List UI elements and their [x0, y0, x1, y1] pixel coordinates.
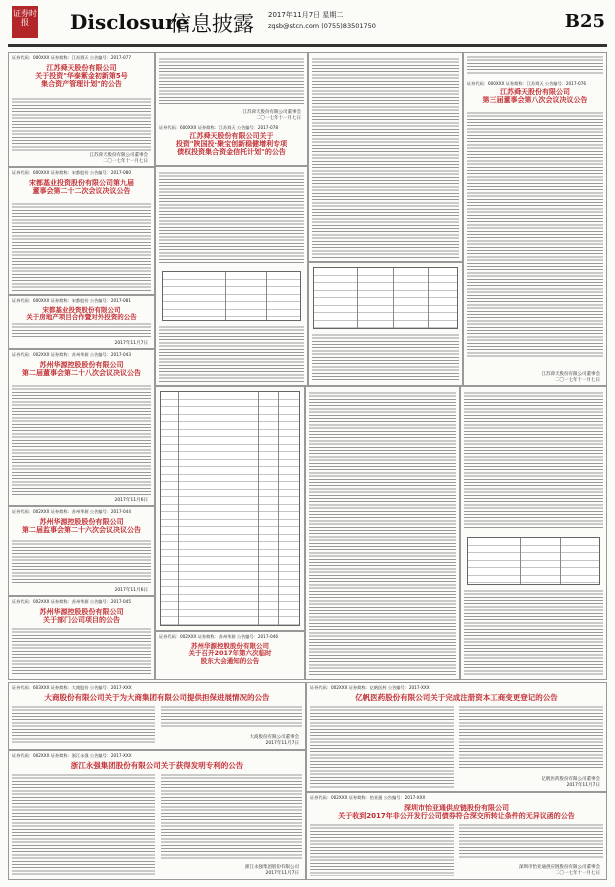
announcement-body-block — [155, 166, 308, 386]
announcement-signature: 2017年11月6日 — [114, 498, 148, 503]
announcement-meta: 证券代码：002XXX 证券简称：苏州华源 公告编号：2017-046 — [159, 634, 278, 639]
body-text — [159, 325, 304, 382]
announcement-signature: 江苏舜天股份有限公司董事会 二〇一七年十一月七日 — [242, 110, 301, 121]
announcement-signature: 亿帆医药股份有限公司董事会 2017年11月7日 — [541, 777, 600, 788]
body-text — [459, 823, 603, 859]
announcement-signature: 2017年11月7日 — [114, 341, 148, 346]
contact-info: zqsb@stcn.com (0755)83501750 — [268, 22, 376, 30]
announcement-signature: 深圳市怡亚通供应链股份有限公司董事会 二〇一七年十一月七日 — [519, 865, 600, 876]
announcement-signature: 浙江永强集团股份有限公司 2017年11月7日 — [245, 865, 299, 876]
announcement-signature: 大商股份有限公司董事会 2017年11月7日 — [249, 735, 299, 746]
body-text — [310, 705, 454, 788]
body-text — [12, 202, 151, 291]
announcement-panel — [306, 682, 607, 792]
body-text — [12, 773, 155, 876]
announcement-meta: 证券代码：002XXX 证券简称：苏州华源 公告编号：2017-045 — [12, 599, 131, 604]
body-text — [12, 97, 151, 152]
announcement-title: 浙江永强集团股份有限公司关于获得发明专利的公告 — [70, 761, 244, 770]
section-title-cn: 信息披露 — [170, 12, 254, 36]
page-header — [0, 0, 615, 44]
body-text — [467, 55, 603, 75]
body-text — [312, 333, 459, 382]
page-number: B25 — [564, 11, 605, 32]
announcement-body-block — [308, 52, 463, 262]
data-table — [160, 391, 300, 626]
announcement-meta: 证券代码：002XXX 证券简称：亿帆医药 公告编号：2017-XXX — [310, 685, 430, 690]
body-text — [12, 627, 151, 676]
announcement-title: 苏州华源控股股份有限公司 关于部门公司项目的公告 — [39, 608, 124, 625]
announcement-body-block — [308, 262, 463, 386]
announcement-title: 亿帆医药股份有限公司关于完成注册资本工商变更登记的公告 — [355, 693, 558, 702]
announcement-meta: 证券代码：600XXX 证券简称：江苏舜天 公告编号：2017-076 — [467, 81, 586, 86]
announcement-title: 江苏舜天股份有限公司 第三届董事会第八次会议决议公告 — [482, 88, 588, 105]
announcement-meta: 证券代码：002XXX 证券简称：苏州华源 公告编号：2017-043 — [12, 352, 131, 357]
body-text — [312, 57, 459, 258]
announcement-meta: 证券代码：002XXX 证券简称：浙江永强 公告编号：2017-XXX — [12, 753, 132, 758]
announcement-body-block — [305, 386, 460, 680]
body-text — [12, 384, 151, 495]
announcement-meta: 证券代码：002XXX 证券简称：怡亚通 公告编号：2017-XXX — [310, 795, 426, 800]
header-rule — [8, 44, 607, 47]
announcement-title: 宋都基业投资股份有限公司第九届 董事会第二十二次会议决议公告 — [29, 179, 134, 196]
data-table — [162, 271, 301, 321]
body-text — [309, 391, 456, 676]
body-text — [467, 111, 603, 359]
data-table — [467, 537, 600, 585]
body-text — [12, 322, 151, 338]
announcement-panel — [8, 506, 155, 596]
announcement-body-block — [460, 386, 607, 680]
announcement-panel — [155, 631, 305, 680]
body-text — [161, 705, 302, 729]
issue-date: 2017年11月7日 星期二 — [268, 11, 344, 19]
announcement-title: 宋都基业投资股份有限公司 关于房地产项目合作暨对外投资的公告 — [26, 306, 137, 322]
announcement-title: 苏州华源控股股份有限公司 第二届监事会第二十六次会议决议公告 — [22, 518, 141, 535]
body-text — [464, 589, 603, 676]
announcement-panel — [8, 682, 306, 750]
newspaper-logo: 证券时报 — [12, 6, 38, 38]
announcement-title: 大商股份有限公司关于为大商集团有限公司提供担保进展情况的公告 — [44, 693, 270, 702]
announcement-meta: 证券代码：600XXX 证券简称：江苏舜天 公告编号：2017-078 — [159, 125, 278, 130]
section-title-en: Disclosure — [70, 10, 189, 34]
announcement-meta: 证券代码：603XXX 证券简称：大商股份 公告编号：2017-XXX — [12, 685, 132, 690]
body-text — [464, 391, 603, 529]
body-text — [459, 705, 603, 769]
body-text — [161, 773, 302, 859]
announcement-panel — [463, 52, 607, 386]
announcement-panel — [8, 596, 155, 680]
body-text — [159, 57, 304, 105]
announcement-signature: 江苏舜天股份有限公司董事会 二〇一七年十一月七日 — [541, 372, 600, 383]
announcement-meta: 证券代码：600XXX 证券简称：宋都股份 公告编号：2017-080 — [12, 170, 131, 175]
announcement-title: 江苏舜天股份有限公司 关于投资"华泰紫金初新第5号 集合资产管理计划"的公告 — [35, 64, 128, 89]
body-text — [12, 705, 155, 745]
announcement-panel — [8, 295, 155, 349]
announcement-title: 苏州华源控股股份有限公司 关于召开2017年第六次临时 股东大会通知的公告 — [188, 642, 272, 665]
announcement-panel — [8, 750, 306, 880]
announcement-meta: 证券代码：600XXX 证券简称：宋都股份 公告编号：2017-081 — [12, 298, 131, 303]
announcement-title: 深圳市怡亚通供应链股份有限公司 关于收到2017年非公开发行公司债券符合深交所转让条件的无异议函的公告 — [338, 804, 575, 821]
announcement-panel — [306, 792, 607, 880]
body-text — [159, 171, 304, 265]
announcement-title: 江苏舜天股份有限公司关于 投资"陕国投·聚宝创新稳健增利专项 债权投资集合资金信托计划"的公告 — [175, 132, 288, 157]
announcement-body-block — [155, 386, 305, 631]
announcement-panel — [8, 349, 155, 506]
announcement-panel — [155, 52, 308, 166]
body-text — [12, 539, 151, 585]
data-table — [313, 267, 458, 329]
announcement-title: 苏州华源控股股份有限公司 第二届董事会第二十八次会议决议公告 — [22, 361, 141, 378]
announcement-panel — [8, 167, 155, 295]
announcement-meta: 证券代码：000XXX 证券简称：江苏舜天 公告编号：2017-077 — [12, 55, 131, 60]
body-text — [310, 823, 454, 876]
announcement-panel — [8, 52, 155, 167]
announcement-signature: 江苏舜天股份有限公司董事会 二〇一七年十一月七日 — [89, 153, 148, 164]
announcement-meta: 证券代码：002XXX 证券简称：苏州华源 公告编号：2017-044 — [12, 509, 131, 514]
announcement-signature: 2017年11月6日 — [114, 588, 148, 593]
